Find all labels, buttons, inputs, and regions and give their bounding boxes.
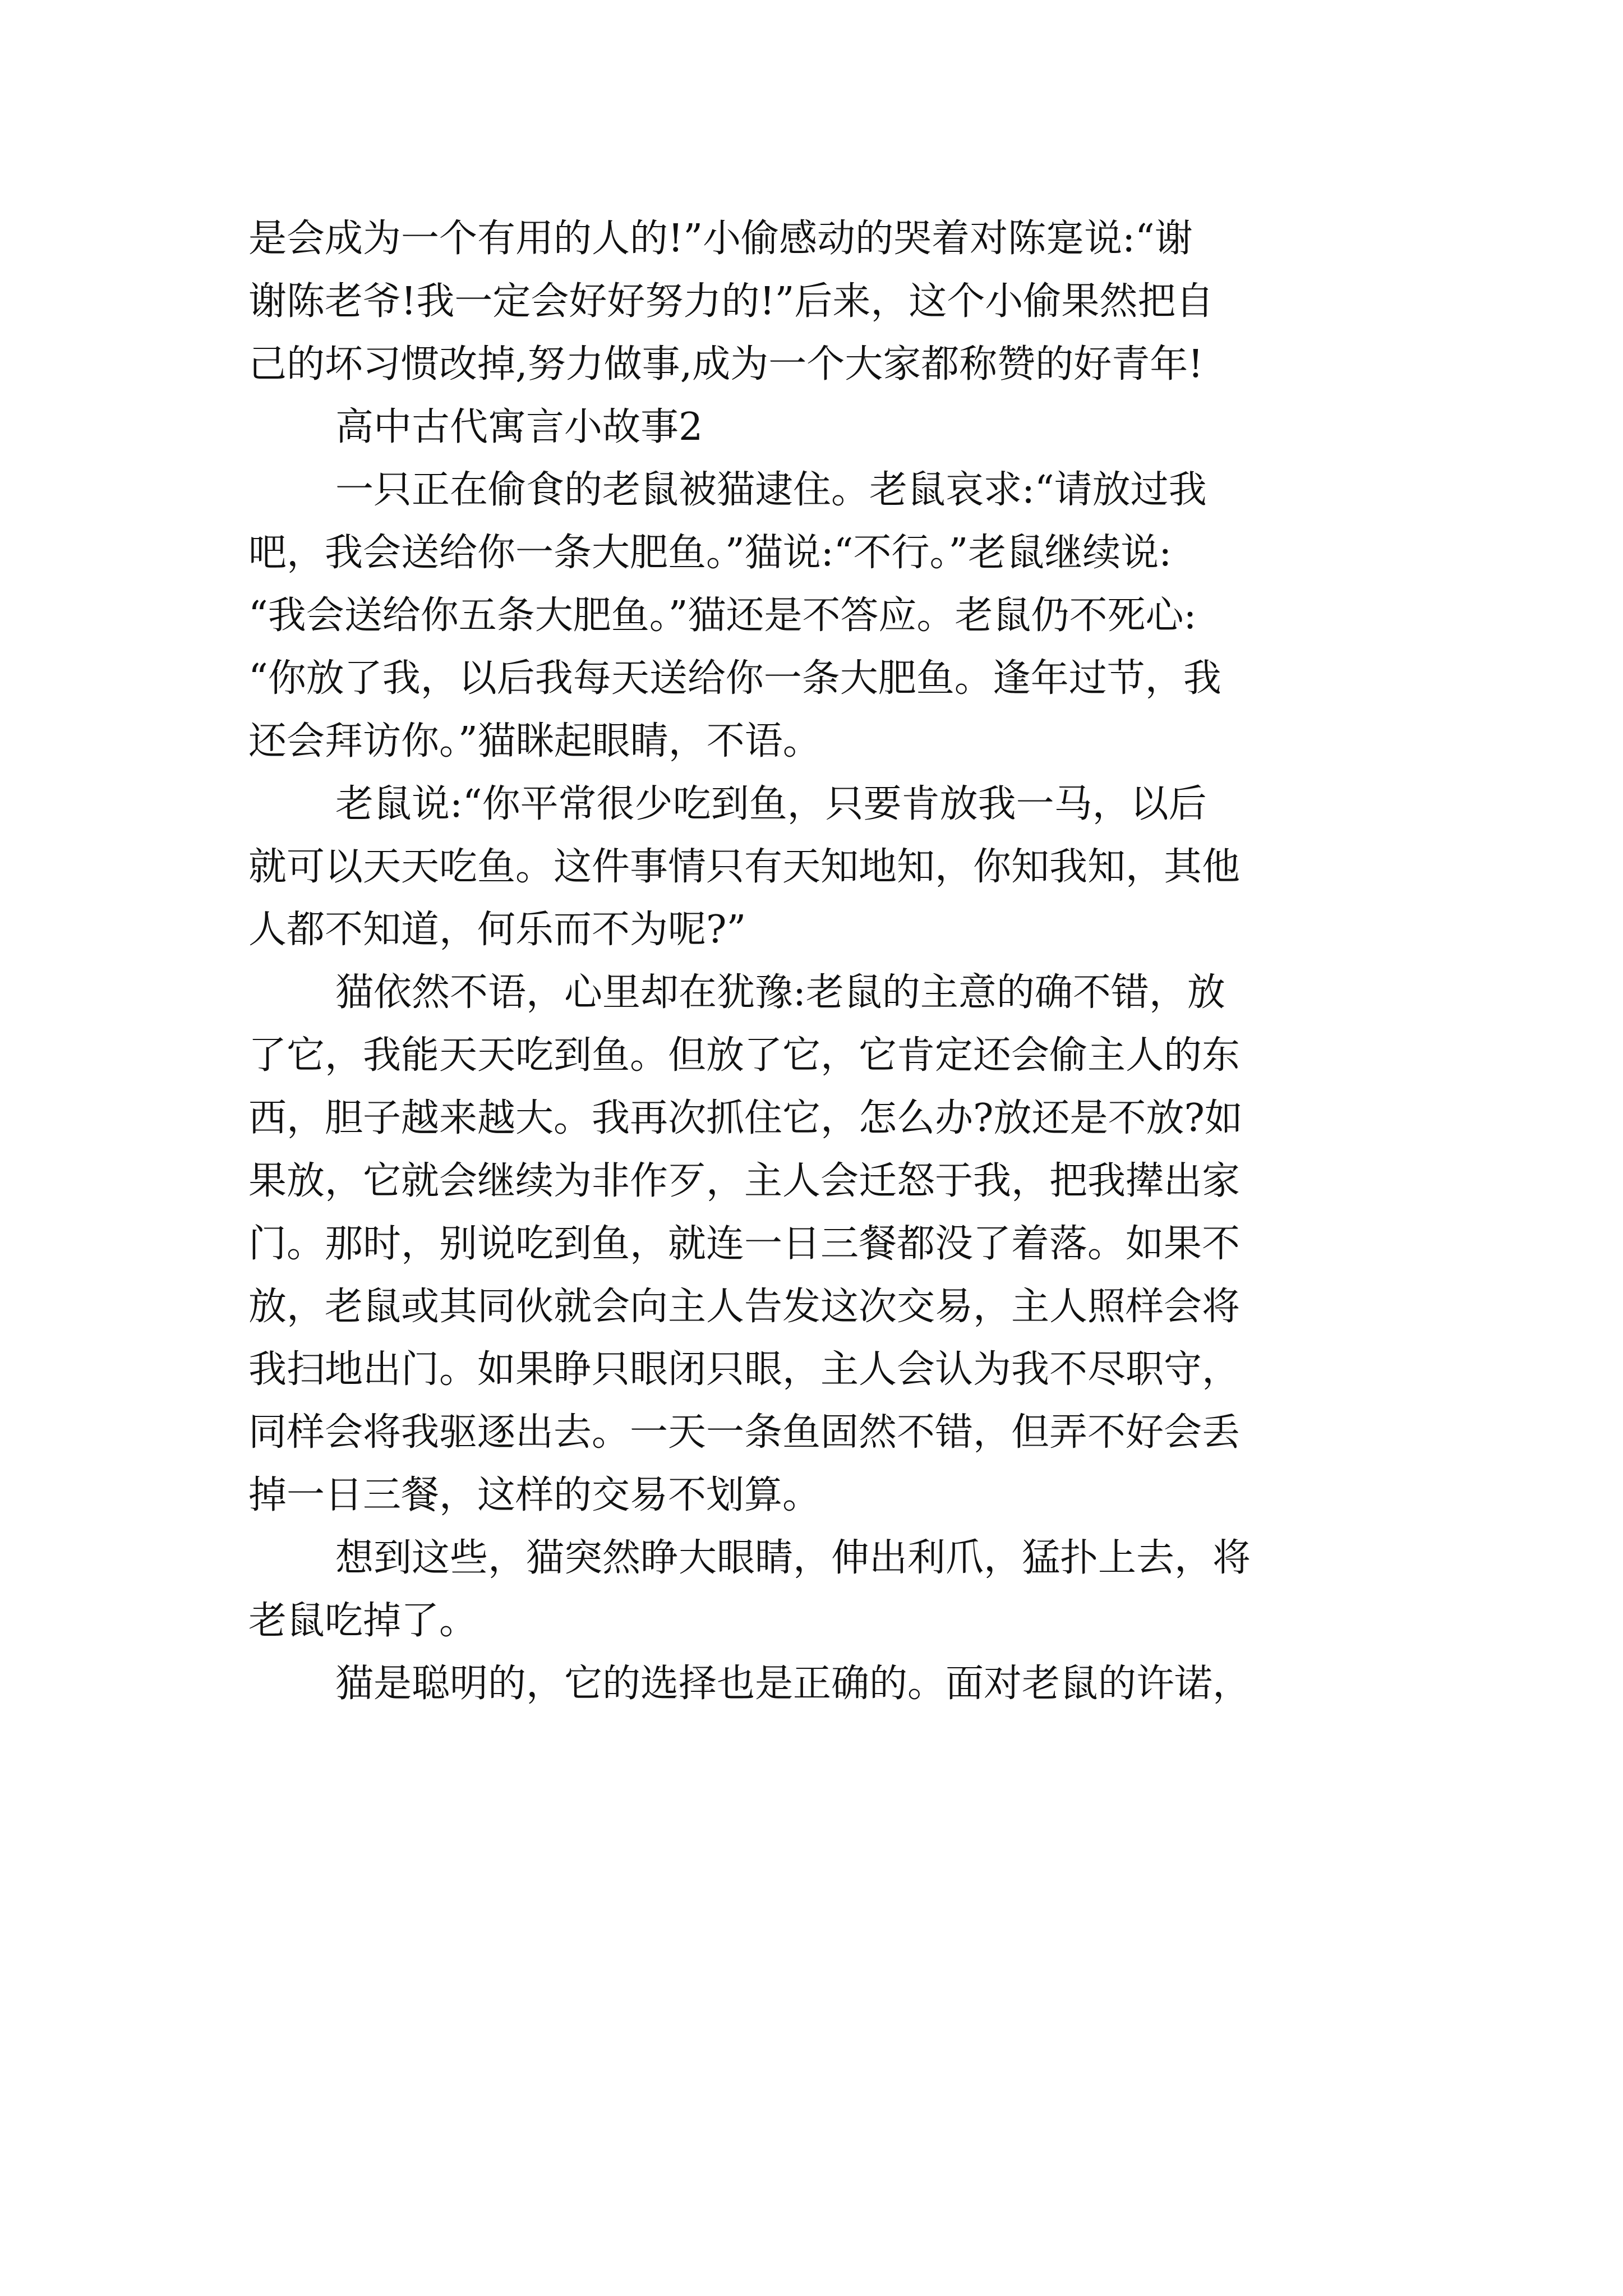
text-line: 还会拜访你。”猫眯起眼睛，不语。 [248,719,821,763]
text-line: 老鼠吃掉了。 [248,1599,478,1643]
text-line: 一只正在偷食的老鼠被猫逮住。老鼠哀求:“请放过我 [335,468,1207,512]
text-line: 猫是聪明的，它的选择也是正确的。面对老鼠的许诺， [335,1662,1251,1706]
text-line: 放，老鼠或其同伙就会向主人告发这次交易，主人照样会将 [248,1285,1241,1329]
text-line: 谢陈老爷!我一定会好好努力的!”后来，这个小偷果然把自 [248,279,1214,324]
text-line: “你放了我，以后我每天送给你一条大肥鱼。逢年过节，我 [248,656,1221,701]
text-line: 就可以天天吃鱼。这件事情只有天知地知，你知我知，其他 [248,845,1241,889]
document-body [248,208,1426,1715]
text-line: 人都不知道，何乐而不为呢?” [248,908,746,952]
text-line: 吧，我会送给你一条大肥鱼。”猫说:“不行。”老鼠继续说: [248,531,1172,575]
text-line: 老鼠说:“你平常很少吃到鱼，只要肯放我一马，以后 [335,782,1207,826]
text-line: “我会送给你五条大肥鱼。”猫还是不答应。老鼠仍不死心: [248,593,1197,638]
text-line: 想到这些，猫突然睁大眼睛，伸出利爪，猛扑上去，将 [335,1536,1251,1580]
text-line: 西，胆子越来越大。我再次抓住它，怎么办?放还是不放?如 [248,1096,1243,1140]
text-line: 是会成为一个有用的人的!”小偷感动的哭着对陈寔说:“谢 [248,217,1193,261]
text-line: 果放，它就会继续为非作歹，主人会迁怒于我，把我撵出家 [248,1159,1241,1203]
text-line: 了它，我能天天吃到鱼。但放了它，它肯定还会偷主人的东 [248,1033,1241,1078]
text-line: 猫依然不语，心里却在犹豫:老鼠的主意的确不错，放 [335,970,1225,1015]
text-line: 我扫地出门。如果睁只眼闭只眼，主人会认为我不尽职守， [248,1347,1241,1392]
section-heading: 高中古代寓言小故事2 [335,405,703,449]
text-line: 己的坏习惯改掉,努力做事,成为一个大家都称赞的好青年! [248,342,1204,386]
text-line: 门。那时，别说吃到鱼，就连一日三餐都没了着落。如果不 [248,1222,1241,1266]
text-line: 掉一日三餐，这样的交易不划算。 [248,1473,821,1517]
text-line: 同样会将我驱逐出去。一天一条鱼固然不错，但弄不好会丢 [248,1410,1241,1455]
